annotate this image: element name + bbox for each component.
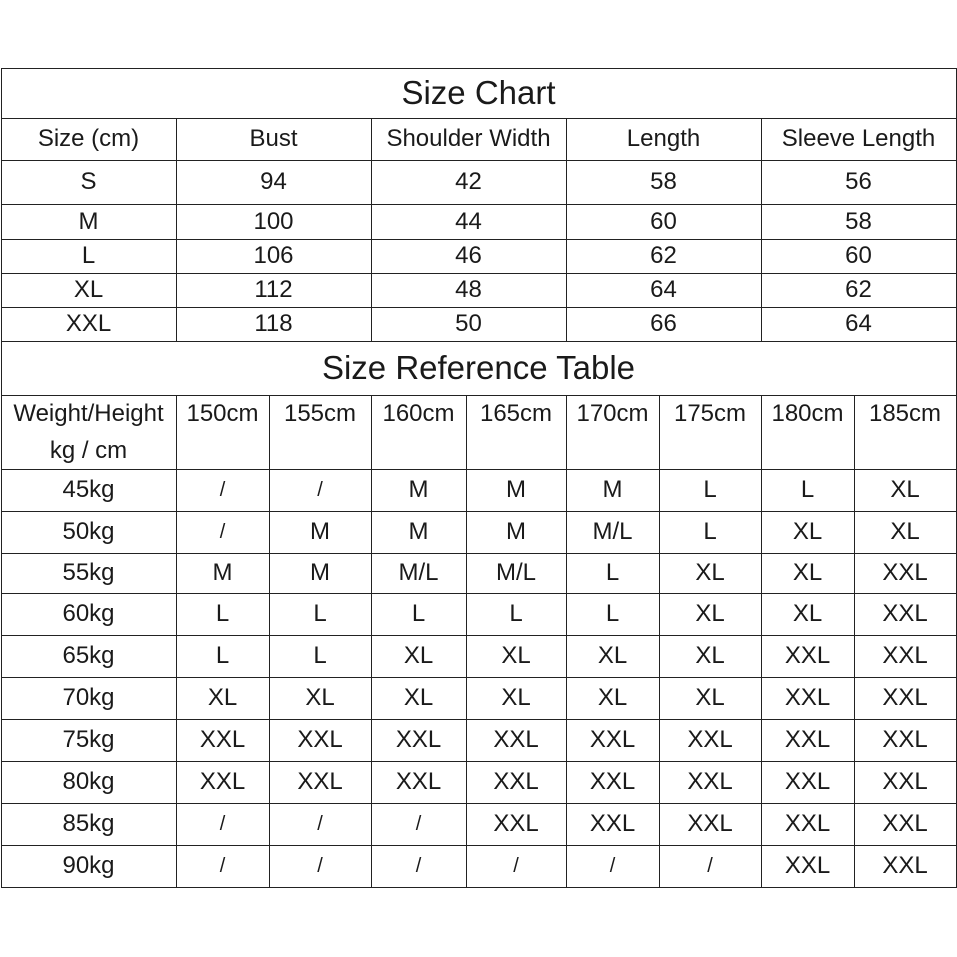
measurement-cell: 48 — [455, 276, 482, 303]
grid-line-horizontal — [1, 761, 957, 762]
size-label-cell: S — [80, 168, 97, 195]
weight-label-cell: 85kg — [62, 810, 115, 837]
recommended-size-cell: XXL — [297, 726, 343, 753]
recommended-size-cell: L — [703, 518, 717, 545]
recommended-size-cell: XXL — [395, 768, 442, 795]
measurement-cell: 60 — [650, 207, 677, 235]
not-available-cell: / — [219, 520, 226, 543]
recommended-size-cell: M/L — [398, 559, 439, 586]
recommended-size-cell: XXL — [493, 726, 539, 753]
not-available-cell: / — [609, 854, 616, 877]
grid-line-horizontal — [1, 68, 957, 69]
size-label-cell: XL — [73, 276, 104, 303]
recommended-size-cell: XL — [695, 642, 725, 669]
grid-line-horizontal — [1, 469, 957, 470]
size-chart-header-cell: Shoulder Width — [386, 125, 551, 152]
weight-label-cell: 55kg — [62, 559, 115, 586]
height-header-cell — [466, 395, 566, 469]
measurement-cell: 46 — [455, 242, 482, 269]
recommended-size-cell: XXL — [882, 726, 928, 753]
measurement-cell: 50 — [455, 310, 482, 337]
corner-label-line2: kg / cm — [49, 437, 128, 464]
measurement-cell: 118 — [254, 310, 293, 337]
recommended-size-cell: XXL — [589, 810, 636, 837]
recommended-size-cell: XXL — [882, 684, 928, 711]
recommended-size-cell: M — [310, 518, 330, 545]
recommended-size-cell: L — [605, 600, 620, 627]
size-reference-row — [1, 677, 956, 719]
measurement-cell: 44 — [455, 207, 482, 235]
recommended-size-cell: M — [506, 476, 526, 503]
size-reference-title: Size Reference Table — [321, 349, 636, 386]
height-header-cell — [566, 395, 659, 469]
recommended-size-cell: XXL — [784, 726, 831, 753]
weight-label-cell: 65kg — [62, 642, 115, 669]
not-available-cell: / — [317, 812, 323, 835]
measurement-cell: 58 — [650, 168, 677, 195]
weight-label-cell: 60kg — [62, 600, 115, 627]
recommended-size-cell: L — [313, 600, 327, 627]
size-label-cell: M — [78, 207, 99, 235]
size-label-cell: L — [81, 242, 96, 269]
size-chart-row — [1, 239, 956, 273]
recommended-size-cell: XXL — [882, 852, 928, 879]
recommended-size-cell: L — [509, 600, 523, 627]
grid-line-horizontal — [1, 395, 957, 396]
recommended-size-cell: XXL — [784, 768, 831, 795]
recommended-size-cell: XL — [501, 684, 531, 711]
recommended-size-cell: XL — [403, 642, 434, 669]
height-label: 165cm — [479, 400, 553, 427]
recommended-size-cell: XL — [597, 642, 628, 669]
size-chart-header-cell: Size (cm) — [37, 125, 140, 152]
weight-label-cell: 75kg — [62, 726, 115, 753]
measurement-cell: 64 — [650, 276, 677, 303]
recommended-size-cell: XXL — [493, 768, 539, 795]
not-available-cell: / — [317, 478, 323, 501]
grid-line-vertical — [371, 118, 372, 341]
recommended-size-cell: XL — [792, 559, 823, 586]
measurement-cell: 94 — [260, 168, 287, 195]
grid-line-horizontal — [1, 677, 957, 678]
recommended-size-cell: XXL — [199, 768, 246, 795]
recommended-size-cell: XL — [695, 684, 725, 711]
grid-line-horizontal — [1, 553, 957, 554]
grid-line-horizontal — [1, 511, 957, 512]
grid-line-horizontal — [1, 239, 957, 240]
recommended-size-cell: XXL — [882, 768, 928, 795]
recommended-size-cell: XXL — [882, 810, 928, 837]
grid-line-vertical — [466, 395, 467, 887]
size-reference-row — [1, 845, 956, 887]
not-available-cell: / — [513, 854, 519, 877]
grid-line-vertical — [176, 395, 177, 887]
weight-label-cell: 80kg — [62, 768, 115, 795]
recommended-size-cell: XXL — [493, 810, 539, 837]
weight-label-cell: 90kg — [62, 852, 115, 879]
recommended-size-cell: XXL — [882, 600, 928, 627]
size-reference-row — [1, 635, 956, 677]
recommended-size-cell: XL — [890, 476, 920, 503]
recommended-size-cell: XXL — [395, 726, 442, 753]
recommended-size-cell: XL — [403, 684, 434, 711]
grid-line-vertical — [566, 395, 567, 887]
size-reference-row — [1, 553, 956, 593]
measurement-cell: 106 — [253, 242, 294, 269]
not-available-cell: / — [219, 478, 226, 501]
height-label: 170cm — [576, 400, 649, 427]
recommended-size-cell: M/L — [592, 518, 633, 545]
height-label: 160cm — [382, 400, 455, 427]
recommended-size-cell: XXL — [882, 559, 928, 586]
height-label: 185cm — [868, 400, 942, 427]
not-available-cell: / — [415, 812, 422, 835]
measurement-cell: 112 — [254, 276, 293, 303]
recommended-size-cell: M — [602, 476, 623, 503]
size-reference-header-row — [1, 395, 956, 469]
height-header-cell — [269, 395, 371, 469]
height-label: 150cm — [186, 400, 259, 427]
recommended-size-cell: XL — [695, 559, 725, 586]
size-reference-row — [1, 593, 956, 635]
recommended-size-cell: XXL — [784, 642, 831, 669]
grid-line-horizontal — [1, 635, 957, 636]
height-header-cell — [854, 395, 956, 469]
recommended-size-cell: XXL — [784, 684, 831, 711]
recommended-size-cell: L — [215, 642, 230, 669]
not-available-cell: / — [219, 854, 226, 877]
grid-line-vertical — [761, 118, 762, 341]
recommended-size-cell: XL — [207, 684, 238, 711]
recommended-size-cell: L — [800, 476, 815, 503]
size-reference-row — [1, 469, 956, 511]
recommended-size-cell: M — [408, 476, 429, 503]
grid-line-vertical — [269, 395, 270, 887]
recommended-size-cell: XXL — [199, 726, 246, 753]
weight-height-corner-cell — [1, 395, 176, 469]
size-chart-title: Size Chart — [401, 74, 556, 111]
grid-line-horizontal — [1, 719, 957, 720]
grid-line-vertical — [659, 395, 660, 887]
recommended-size-cell: M — [408, 518, 429, 545]
height-header-cell — [176, 395, 269, 469]
recommended-size-cell: XL — [792, 518, 823, 545]
size-chart-row — [1, 204, 956, 239]
size-chart-header-row — [1, 118, 956, 160]
size-chart-header-cell: Sleeve Length — [781, 125, 936, 152]
grid-line-horizontal — [1, 160, 957, 161]
weight-label-cell: 50kg — [62, 518, 115, 545]
recommended-size-cell: XL — [305, 684, 335, 711]
recommended-size-cell: M — [310, 559, 330, 586]
measurement-cell: 64 — [845, 310, 872, 337]
grid-line-horizontal — [1, 204, 957, 205]
grid-line-vertical — [854, 395, 855, 887]
height-header-cell — [761, 395, 854, 469]
recommended-size-cell: XL — [890, 518, 920, 545]
size-reference-row — [1, 803, 956, 845]
recommended-size-cell: XXL — [784, 810, 831, 837]
measurement-cell: 66 — [650, 310, 677, 337]
recommended-size-cell: M — [212, 559, 233, 586]
size-chart-header-cell: Length — [626, 125, 701, 152]
recommended-size-cell: L — [215, 600, 230, 627]
not-available-cell: / — [415, 854, 422, 877]
recommended-size-cell: XL — [695, 600, 725, 627]
measurement-cell: 62 — [650, 242, 677, 269]
grid-line-horizontal — [1, 341, 957, 342]
recommended-size-cell: XL — [792, 600, 823, 627]
grid-line-horizontal — [1, 845, 957, 846]
recommended-size-cell: XXL — [297, 768, 343, 795]
grid-line-vertical — [371, 395, 372, 887]
recommended-size-cell: M/L — [495, 559, 536, 586]
weight-label-cell: 45kg — [62, 476, 115, 503]
height-label: 175cm — [673, 400, 747, 427]
measurement-cell: 60 — [845, 242, 872, 269]
recommended-size-cell: XXL — [882, 642, 928, 669]
measurement-cell: 62 — [845, 276, 872, 303]
size-chart-header-cell: Bust — [249, 125, 298, 152]
measurement-cell: 100 — [253, 207, 294, 235]
recommended-size-cell: XL — [501, 642, 531, 669]
recommended-size-cell: L — [703, 476, 717, 503]
grid-line-vertical — [176, 118, 177, 341]
size-reference-row — [1, 761, 956, 803]
size-reference-row — [1, 719, 956, 761]
grid-line-vertical — [566, 118, 567, 341]
size-chart-row — [1, 160, 956, 204]
size-label-cell: XXL — [65, 310, 112, 337]
recommended-size-cell: XXL — [687, 768, 733, 795]
grid-line-horizontal — [1, 887, 957, 888]
recommended-size-cell: L — [605, 559, 620, 586]
recommended-size-cell: M — [506, 518, 526, 545]
recommended-size-cell: XXL — [784, 852, 831, 879]
height-label: 155cm — [283, 400, 357, 427]
size-chart-row — [1, 273, 956, 307]
measurement-cell: 42 — [455, 168, 482, 195]
corner-label-line1: Weight/Height — [13, 400, 164, 427]
size-reference-row — [1, 511, 956, 553]
recommended-size-cell: XXL — [589, 726, 636, 753]
height-label: 180cm — [771, 400, 844, 427]
recommended-size-cell: XL — [597, 684, 628, 711]
grid-line-horizontal — [1, 273, 957, 274]
recommended-size-cell: XXL — [687, 726, 733, 753]
weight-label-cell: 70kg — [62, 684, 115, 711]
grid-line-horizontal — [1, 803, 957, 804]
not-available-cell: / — [317, 854, 323, 877]
measurement-cell: 58 — [845, 207, 872, 235]
recommended-size-cell: L — [411, 600, 426, 627]
grid-line-horizontal — [1, 118, 957, 119]
recommended-size-cell: L — [313, 642, 327, 669]
not-available-cell: / — [219, 812, 226, 835]
size-chart-row — [1, 307, 956, 341]
grid-line-vertical — [1, 68, 2, 888]
height-header-cell — [371, 395, 466, 469]
recommended-size-cell: XXL — [687, 810, 733, 837]
not-available-cell: / — [707, 854, 713, 877]
grid-line-horizontal — [1, 307, 957, 308]
height-header-cell — [659, 395, 761, 469]
measurement-cell: 56 — [845, 168, 872, 195]
recommended-size-cell: XXL — [589, 768, 636, 795]
grid-line-horizontal — [1, 593, 957, 594]
grid-line-vertical — [761, 395, 762, 887]
